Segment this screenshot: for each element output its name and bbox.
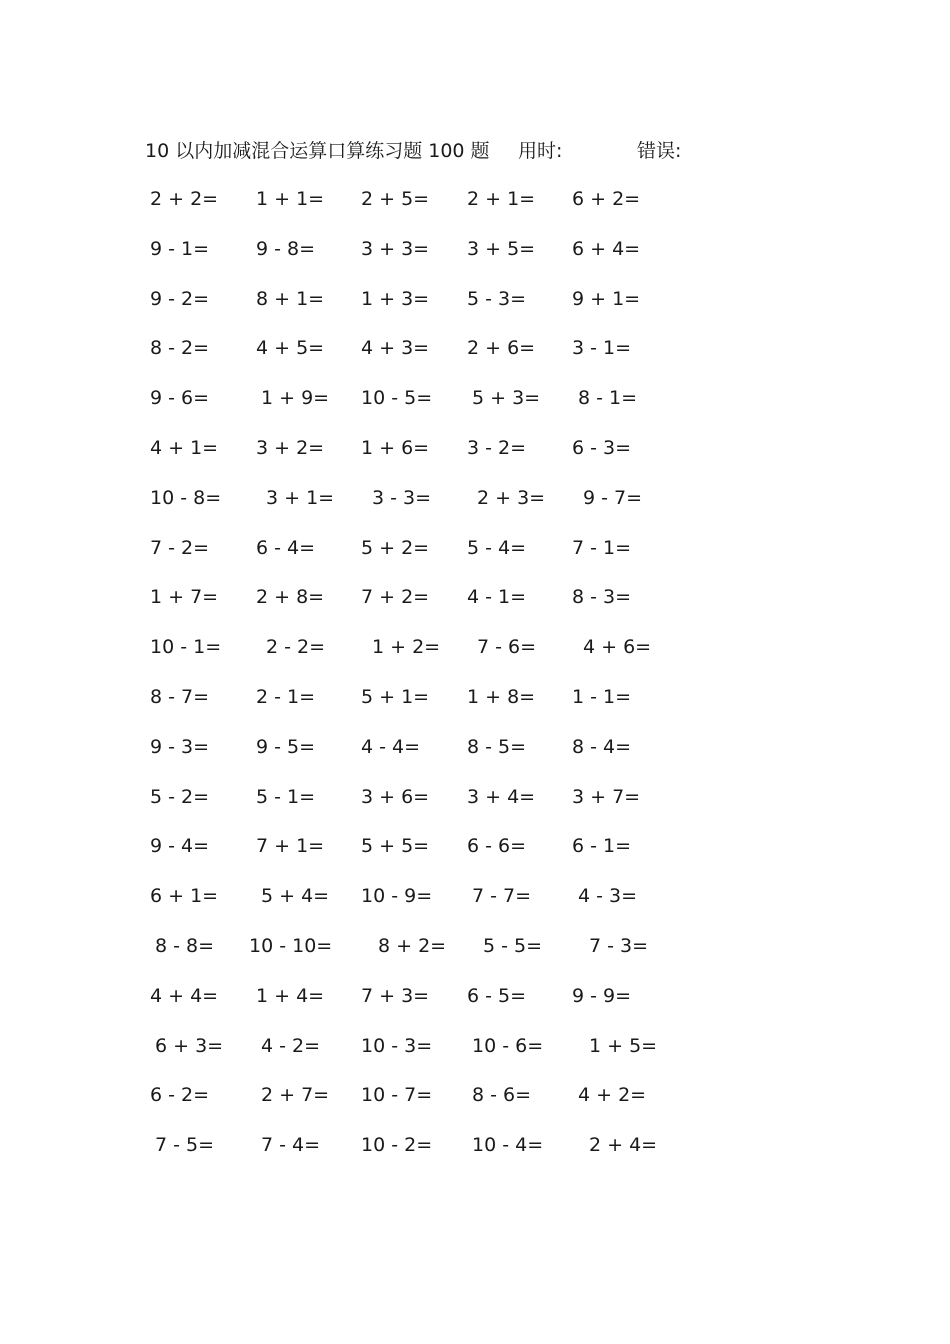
problem-row (150, 883, 710, 933)
problem-row (150, 634, 710, 684)
problem-item: 7 - 4= (261, 1134, 321, 1157)
problem-item: 9 - 3= (150, 735, 210, 758)
problem-item: 2 + 7= (261, 1084, 330, 1107)
problem-row (150, 435, 710, 485)
problem-item: 7 + 1= (256, 835, 325, 858)
problem-item: 1 + 1= (256, 188, 325, 210)
problem-item: 8 + 1= (256, 287, 325, 310)
problem-item: 4 - 1= (467, 586, 527, 609)
problem-item: 6 - 1= (572, 835, 632, 858)
problem-item: 8 - 8= (155, 934, 215, 957)
problem-item: 6 - 3= (572, 436, 632, 459)
problem-item: 7 - 1= (572, 536, 632, 559)
problem-item: 2 + 8= (256, 586, 325, 609)
problem-item: 4 - 3= (578, 885, 638, 908)
problem-row (150, 983, 710, 1033)
problem-row (150, 385, 710, 435)
problem-item: 1 + 5= (589, 1034, 658, 1057)
problem-row (150, 684, 710, 734)
problem-item: 6 - 4= (256, 536, 316, 559)
problem-item: 6 + 1= (150, 885, 219, 908)
problem-item: 10 - 8= (150, 486, 222, 509)
problem-item: 1 + 7= (150, 586, 219, 609)
problem-item: 10 - 10= (249, 934, 333, 957)
problem-item: 4 + 3= (361, 337, 430, 360)
problem-item: 7 - 3= (589, 934, 649, 957)
problem-row (150, 1082, 710, 1132)
problem-row (150, 286, 710, 336)
problem-item: 3 - 1= (572, 337, 632, 360)
problem-item: 2 + 3= (477, 486, 546, 509)
problem-grid (150, 186, 710, 1182)
problem-item: 7 - 6= (477, 636, 537, 659)
problem-row (150, 833, 710, 883)
problem-item: 3 + 4= (467, 785, 536, 808)
problem-item: 2 + 4= (589, 1134, 658, 1157)
problem-item: 1 - 1= (572, 685, 632, 708)
problem-item: 7 - 7= (472, 885, 532, 908)
problem-row (150, 186, 710, 236)
problem-item: 10 - 3= (361, 1034, 433, 1057)
problem-item: 2 - 1= (256, 685, 316, 708)
problem-item: 5 - 4= (467, 536, 527, 559)
problem-item: 7 + 2= (361, 586, 430, 609)
problem-item: 3 - 2= (467, 436, 527, 459)
problem-item: 4 + 5= (256, 337, 325, 360)
problem-item: 1 + 4= (256, 984, 325, 1007)
problem-item: 1 + 8= (467, 685, 536, 708)
problem-item: 6 - 6= (467, 835, 527, 858)
problem-item: 6 + 4= (572, 237, 641, 260)
problem-item: 9 - 8= (256, 237, 316, 260)
problem-item: 5 - 2= (150, 785, 210, 808)
problem-item: 10 - 7= (361, 1084, 433, 1107)
problem-item: 9 - 5= (256, 735, 316, 758)
problem-row (150, 335, 710, 385)
problem-item: 4 + 4= (150, 984, 219, 1007)
problem-item: 9 - 4= (150, 835, 210, 858)
problem-item: 6 + 2= (572, 188, 641, 210)
problem-item: 7 - 2= (150, 536, 210, 559)
problem-item: 8 - 3= (572, 586, 632, 609)
problem-item: 3 + 1= (266, 486, 335, 509)
problem-item: 2 + 5= (361, 188, 430, 210)
problem-item: 3 + 7= (572, 785, 641, 808)
problem-item: 4 + 2= (578, 1084, 647, 1107)
problem-item: 8 - 4= (572, 735, 632, 758)
problem-item: 10 - 6= (472, 1034, 544, 1057)
problem-item: 3 + 5= (467, 237, 536, 260)
problem-item: 6 - 2= (150, 1084, 210, 1107)
problem-item: 9 - 6= (150, 387, 210, 410)
problem-row (150, 1132, 710, 1182)
errors-label: 错误: (637, 140, 682, 162)
problem-item: 8 - 5= (467, 735, 527, 758)
problem-item: 3 + 3= (361, 237, 430, 260)
problem-item: 8 - 1= (578, 387, 638, 410)
problem-item: 2 - 2= (266, 636, 326, 659)
problem-item: 1 + 6= (361, 436, 430, 459)
problem-item: 9 + 1= (572, 287, 641, 310)
problem-item: 4 + 6= (583, 636, 652, 659)
problem-item: 1 + 9= (261, 387, 330, 410)
problem-item: 3 - 3= (372, 486, 432, 509)
problem-item: 6 + 3= (155, 1034, 224, 1057)
problem-item: 10 - 5= (361, 387, 433, 410)
problem-item: 9 - 1= (150, 237, 210, 260)
problem-item: 5 - 1= (256, 785, 316, 808)
problem-item: 8 - 2= (150, 337, 210, 360)
problem-item: 3 + 2= (256, 436, 325, 459)
problem-item: 2 + 2= (150, 188, 219, 210)
problem-row (150, 485, 710, 535)
problem-item: 8 + 2= (378, 934, 447, 957)
problem-item: 2 + 6= (467, 337, 536, 360)
problem-row (150, 734, 710, 784)
problem-item: 10 - 4= (472, 1134, 544, 1157)
problem-row (150, 236, 710, 286)
problem-item: 5 - 3= (467, 287, 527, 310)
problem-item: 10 - 1= (150, 636, 222, 659)
problem-row (150, 933, 710, 983)
problem-item: 5 + 1= (361, 685, 430, 708)
problem-item: 5 + 5= (361, 835, 430, 858)
page-title: 10 以内加减混合运算口算练习题 100 题 (145, 140, 490, 162)
problem-item: 5 + 2= (361, 536, 430, 559)
problem-row (150, 1033, 710, 1083)
problem-item: 4 - 2= (261, 1034, 321, 1057)
problem-item: 9 - 2= (150, 287, 210, 310)
problem-item: 6 - 5= (467, 984, 527, 1007)
problem-item: 3 + 6= (361, 785, 430, 808)
problem-item: 4 - 4= (361, 735, 421, 758)
problem-item: 9 - 9= (572, 984, 632, 1007)
problem-item: 9 - 7= (583, 486, 643, 509)
problem-item: 8 - 6= (472, 1084, 532, 1107)
problem-row (150, 784, 710, 834)
problem-item: 1 + 2= (372, 636, 441, 659)
worksheet-header (145, 138, 682, 164)
problem-item: 10 - 2= (361, 1134, 433, 1157)
problem-item: 1 + 3= (361, 287, 430, 310)
problem-item: 2 + 1= (467, 188, 536, 210)
problem-item: 8 - 7= (150, 685, 210, 708)
problem-row (150, 584, 710, 634)
problem-row (150, 535, 710, 585)
problem-item: 5 + 3= (472, 387, 541, 410)
time-used-label: 用时: (518, 140, 563, 162)
problem-item: 5 - 5= (483, 934, 543, 957)
problem-item: 7 - 5= (155, 1134, 215, 1157)
problem-item: 10 - 9= (361, 885, 433, 908)
problem-item: 4 + 1= (150, 436, 219, 459)
problem-item: 7 + 3= (361, 984, 430, 1007)
problem-item: 5 + 4= (261, 885, 330, 908)
